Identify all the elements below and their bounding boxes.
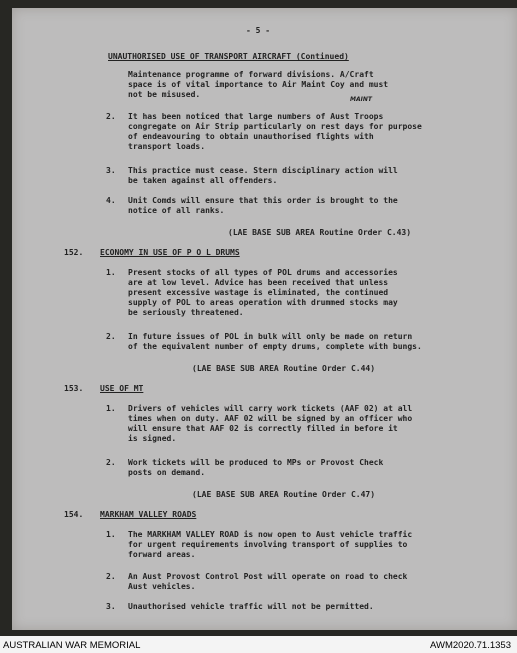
section-heading: MARKHAM VALLEY ROADS bbox=[100, 510, 197, 519]
para-number: 1. bbox=[106, 404, 116, 413]
para-line: of endeavouring to obtain unauthorised flights with bbox=[128, 132, 374, 141]
para-line: Unit Comds will ensure that this order is brought to the bbox=[128, 196, 398, 205]
para-line: An Aust Provost Control Post will operate on road to check bbox=[128, 572, 408, 581]
para-line: It has been noticed that large numbers of Aust Troops bbox=[128, 112, 384, 121]
paragraph bbox=[128, 404, 412, 444]
page-number: - 5 - bbox=[246, 26, 271, 35]
handwritten-correction: MAINT bbox=[350, 96, 372, 103]
para-number: 2. bbox=[106, 332, 116, 341]
archive-footer bbox=[0, 636, 517, 653]
para-line: notice of all ranks. bbox=[128, 206, 225, 215]
routine-order-reference: (LAE BASE SUB AREA Routine Order C.43) bbox=[228, 228, 412, 237]
para-line: for urgent requirements involving transport of supplies to bbox=[128, 540, 408, 549]
para-line: congregate on Air Strip particularly on rest days for purpose bbox=[128, 122, 422, 131]
para-number: 3. bbox=[106, 166, 116, 175]
section-number: 154. bbox=[64, 510, 84, 519]
paragraph bbox=[128, 332, 422, 352]
para-number: 1. bbox=[106, 268, 116, 277]
paragraph bbox=[128, 166, 398, 186]
para-number: 4. bbox=[106, 196, 116, 205]
footer-accession-number: AWM2020.71.1353 bbox=[430, 640, 511, 651]
para-line: present excessive wastage is eliminated, the continued bbox=[128, 288, 389, 297]
para-number: 2. bbox=[106, 112, 116, 121]
typed-text bbox=[12, 8, 517, 630]
para-line: are at low level. Advice has been received that unless bbox=[128, 278, 389, 287]
para-line: posts on demand. bbox=[128, 468, 206, 477]
para-line: Unauthorised vehicle traffic will not be permitted. bbox=[128, 602, 374, 611]
paragraph bbox=[128, 196, 398, 216]
para-number: 1. bbox=[106, 530, 116, 539]
section-heading: ECONOMY IN USE OF P O L DRUMS bbox=[100, 248, 240, 257]
para-line: transport loads. bbox=[128, 142, 206, 151]
paragraph bbox=[128, 268, 398, 318]
para-line: Aust vehicles. bbox=[128, 582, 196, 591]
section-heading-top: UNAUTHORISED USE OF TRANSPORT AIRCRAFT (Continued) bbox=[108, 52, 349, 61]
para-number: 3. bbox=[106, 602, 116, 611]
para-line: of the equivalent number of empty drums, complete with bungs. bbox=[128, 342, 422, 351]
para-line: Drivers of vehicles will carry work tickets (AAF 02) at all bbox=[128, 404, 413, 413]
para-line: be seriously threatened. bbox=[128, 308, 244, 317]
footer-institution: AUSTRALIAN WAR MEMORIAL bbox=[3, 640, 141, 651]
paragraph bbox=[128, 530, 412, 560]
para-line: Present stocks of all types of POL drums and accessories bbox=[128, 268, 398, 277]
section-number: 153. bbox=[64, 384, 84, 393]
para-line: In future issues of POL in bulk will only be made on return bbox=[128, 332, 413, 341]
intro-line: not be misused. bbox=[128, 90, 201, 99]
para-line: This practice must cease. Stern disciplinary action will bbox=[128, 166, 398, 175]
intro-line: space is of vital importance to Air Maint Coy and must bbox=[128, 80, 389, 89]
para-line: The MARKHAM VALLEY ROAD is now open to Aust vehicle traffic bbox=[128, 530, 413, 539]
para-line: Work tickets will be produced to MPs or Provost Check bbox=[128, 458, 384, 467]
section-number: 152. bbox=[64, 248, 84, 257]
para-line: will ensure that AAF 02 is correctly filled in before it bbox=[128, 424, 398, 433]
paragraph bbox=[128, 572, 407, 592]
document-page bbox=[12, 8, 517, 630]
section-heading: USE OF MT bbox=[100, 384, 144, 393]
paragraph bbox=[128, 602, 374, 612]
para-number: 2. bbox=[106, 572, 116, 581]
routine-order-reference: (LAE BASE SUB AREA Routine Order C.44) bbox=[192, 364, 376, 373]
para-number: 2. bbox=[106, 458, 116, 467]
para-line: be taken against all offenders. bbox=[128, 176, 278, 185]
para-line: is signed. bbox=[128, 434, 177, 443]
paragraph bbox=[128, 458, 383, 478]
paragraph bbox=[128, 112, 422, 152]
intro-line: Maintenance programme of forward divisions. A/Craft bbox=[128, 70, 374, 79]
routine-order-reference: (LAE BASE SUB AREA Routine Order C.47) bbox=[192, 490, 376, 499]
para-line: forward areas. bbox=[128, 550, 196, 559]
para-line: times when on duty. AAF 02 will be signed by an officer who bbox=[128, 414, 413, 423]
para-line: supply of POL to areas operation with drummed stocks may bbox=[128, 298, 398, 307]
